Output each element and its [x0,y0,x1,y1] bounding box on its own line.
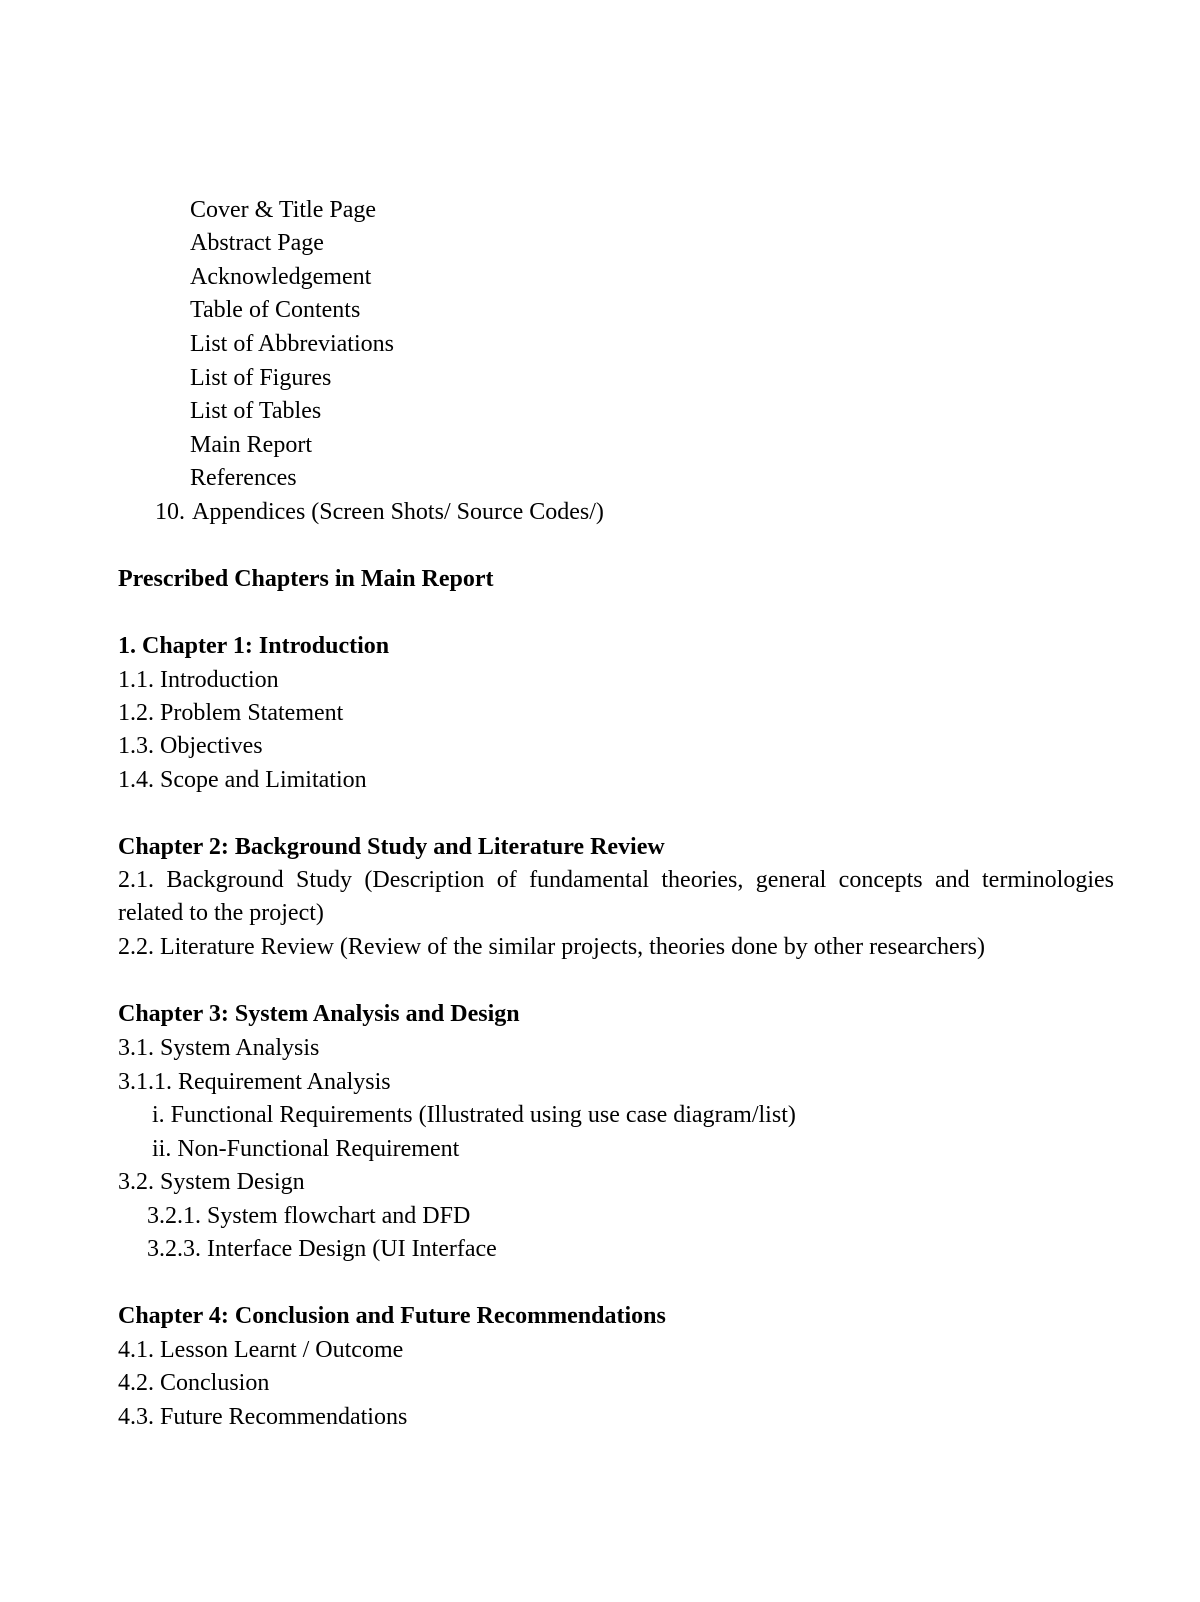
list-label: List of Figures [190,365,332,391]
list-label: Appendices (Screen Shots/ Source Codes/) [192,499,604,525]
list-label: Main Report [190,432,312,458]
chapter-item: 4.3. Future Recommendations [118,1404,408,1430]
list-label: Cover & Title Page [190,197,377,223]
chapter-item: 3.2. System Design [118,1169,305,1195]
chapter-item: 1.4. Scope and Limitation [118,767,367,793]
chapter-heading: Chapter 4: Conclusion and Future Recommendations [118,1303,666,1329]
chapter-item: 4.1. Lesson Learnt / Outcome [118,1337,404,1363]
chapter-subitem: 3.2.3. Interface Design (UI Interface [147,1236,497,1262]
chapter-subitem: i. Functional Requirements (Illustrated using use case diagram/list) [152,1102,796,1128]
chapter-item-paragraph: 2.1. Background Study (Description of fundamental theories, general concepts and terminologies related to the project) [118,867,1114,926]
list-label: Abstract Page [190,230,324,256]
chapter-item: 1.3. Objectives [118,733,263,759]
list-number: 10. [155,499,185,525]
chapter-heading: 1. Chapter 1: Introduction [118,633,390,659]
section-heading: Prescribed Chapters in Main Report [118,566,494,592]
chapter-subitem: 3.2.1. System flowchart and DFD [147,1203,471,1229]
chapter-subitem: ii. Non-Functional Requirement [152,1136,460,1162]
chapter-item: 1.2. Problem Statement [118,700,344,726]
chapter-item: 3.1.1. Requirement Analysis [118,1069,391,1095]
chapter-item: 1.1. Introduction [118,667,279,693]
list-label: Table of Contents [190,297,361,323]
list-label: List of Tables [190,398,322,424]
chapter-heading: Chapter 3: System Analysis and Design [118,1001,520,1027]
list-label: List of Abbreviations [190,331,394,357]
list-label: Acknowledgement [190,264,372,290]
chapter-item: 3.1. System Analysis [118,1035,320,1061]
chapter-item: 2.2. Literature Review (Review of the similar projects, theories done by other researchers) [118,934,986,960]
chapter-heading: Chapter 2: Background Study and Literature Review [118,834,665,860]
list-label: References [190,465,297,491]
chapter-item: 4.2. Conclusion [118,1370,270,1396]
